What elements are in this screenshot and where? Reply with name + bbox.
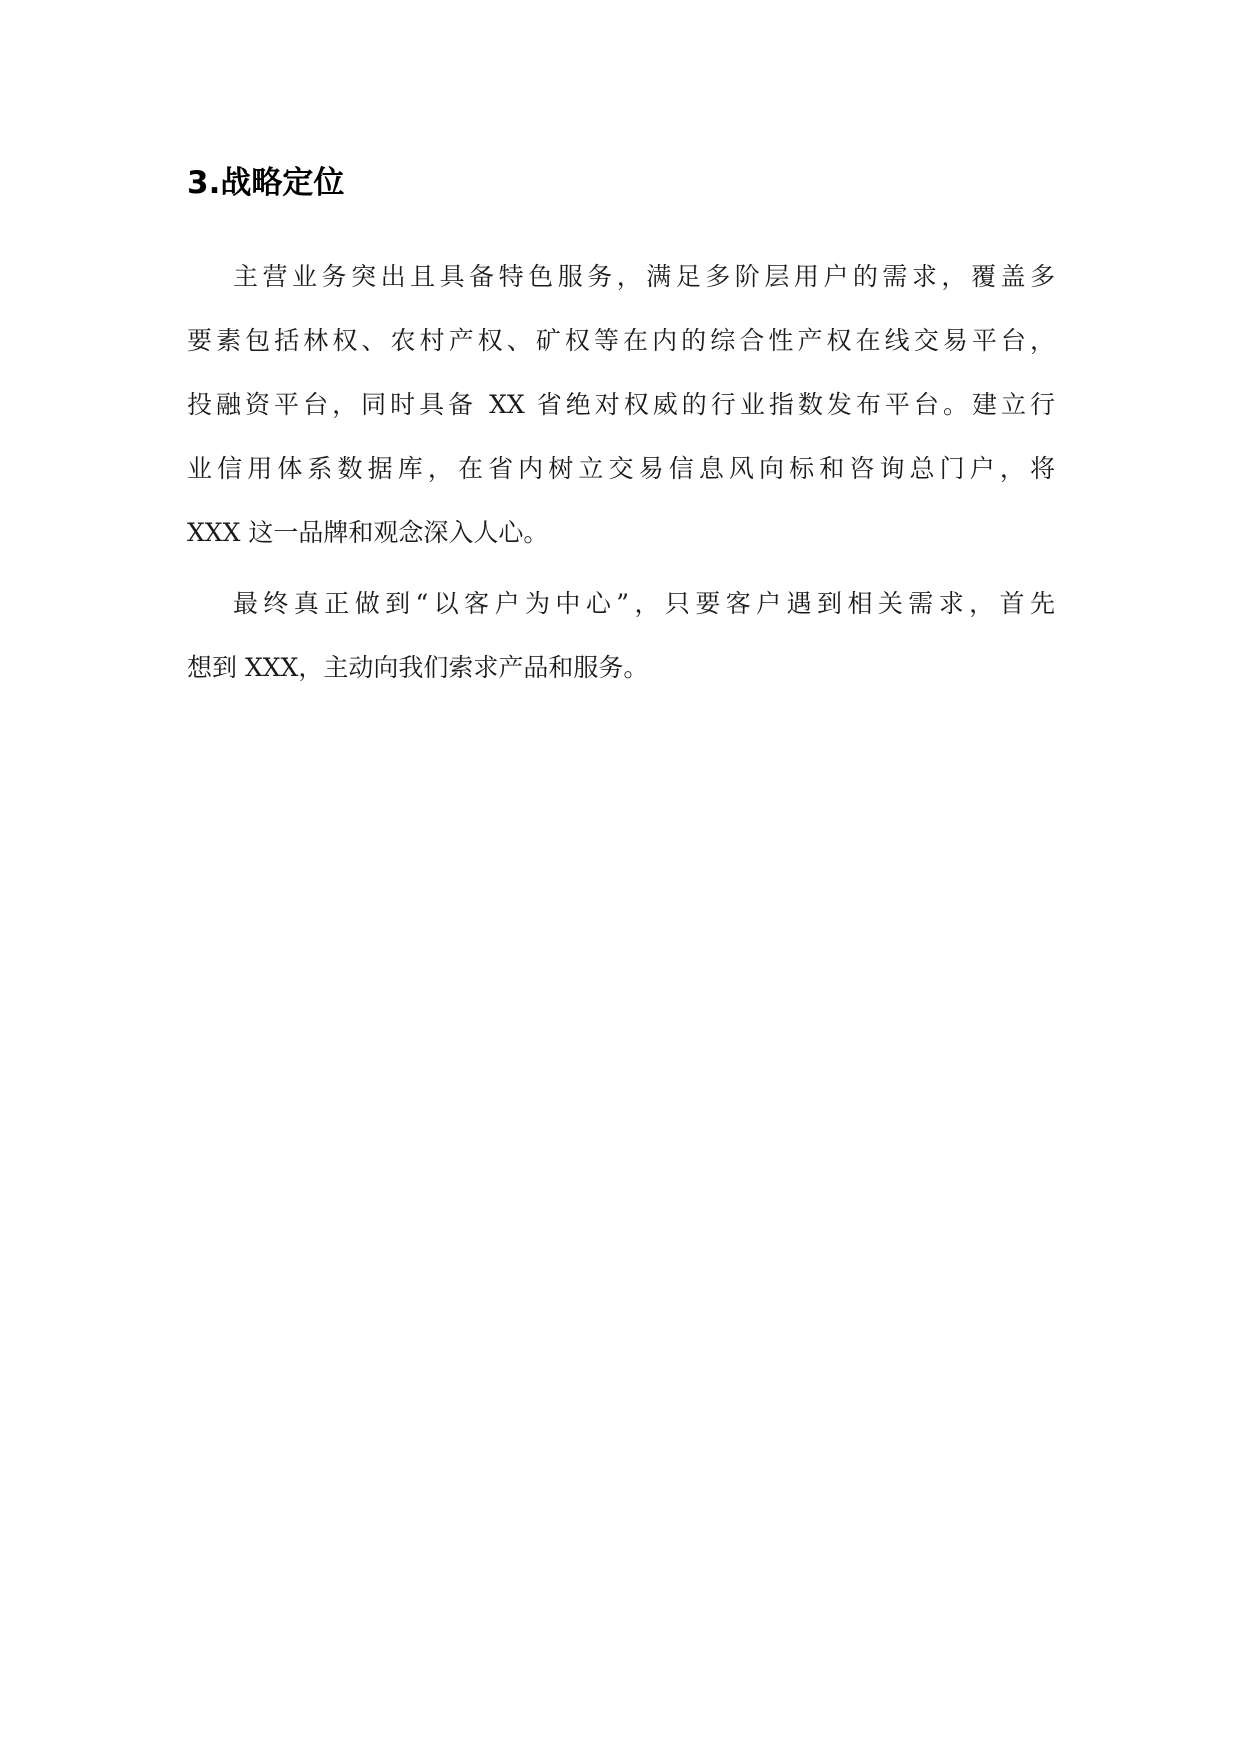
section-heading: 3.战略定位 <box>187 165 345 201</box>
paragraph-line: 业信用体系数据库，在省内树立交易信息风向标和咨询总门户，将 <box>187 454 1055 483</box>
paragraph-line: 要素包括林权、农村产权、矿权等在内的综合性产权在线交易平台， <box>187 326 1055 355</box>
paragraph-line: XXX 这一品牌和观念深入人心。 <box>187 518 549 547</box>
paragraph-line: 投融资平台，同时具备 XX 省绝对权威的行业指数发布平台。建立行 <box>187 390 1055 419</box>
paragraph-line: 最终真正做到“以客户为中心”，只要客户遇到相关需求，首先 <box>233 589 1055 618</box>
paragraph-line: 主营业务突出且具备特色服务，满足多阶层用户的需求，覆盖多 <box>233 262 1055 291</box>
paragraph-2 <box>187 572 1055 700</box>
paragraph-1 <box>187 245 1055 565</box>
paragraph-line: 想到 XXX，主动向我们索求产品和服务。 <box>187 653 649 682</box>
